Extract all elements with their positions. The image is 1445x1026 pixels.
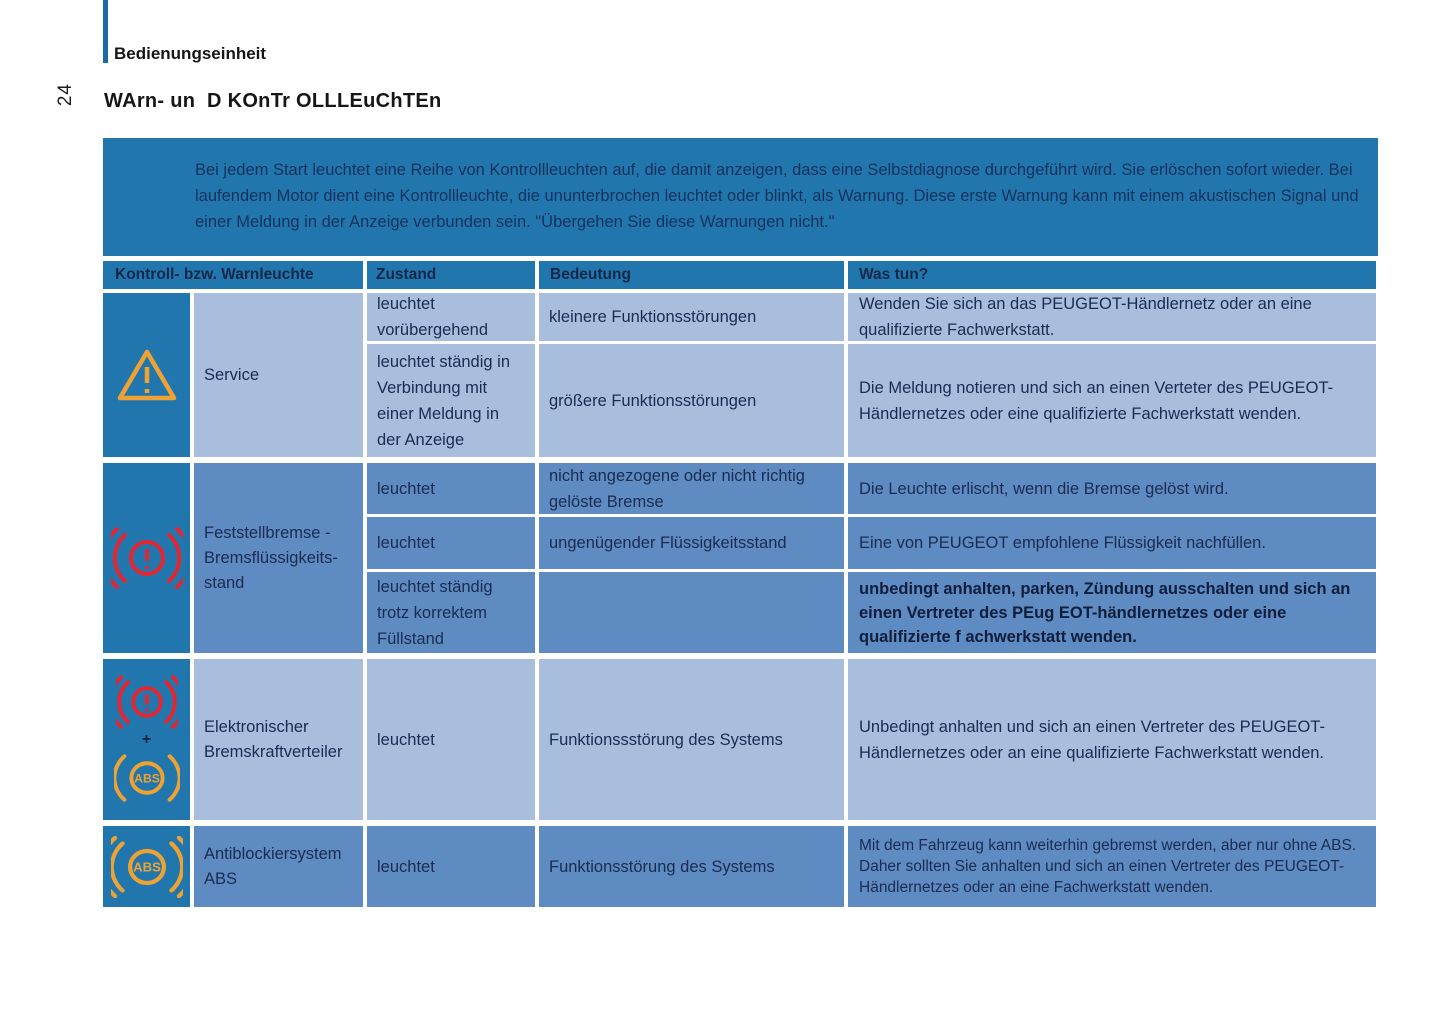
wastun-cell: Die Leuchte erlischt, wenn die Bremse gelöst wird. [848,463,1376,514]
page-title: WArn- un D KOnTr OLLLEuChTEn [104,90,442,112]
abs-icon-cell [103,826,190,907]
plus-icon: + [141,730,152,748]
page-number: 24 [55,83,76,107]
table-row-feststellbremse [103,463,1378,653]
brake-icon-cell [103,463,190,653]
header-bedeutung: Bedeutung [539,261,844,289]
brake-warning-icon [116,673,178,731]
header-wastun: Was tun? [848,261,1376,289]
section-accent-bar [103,0,108,63]
wastun-cell: Wenden Sie sich an das PEUGEOT-Händlernetz oder an eine qualifizierte Fachwerkstatt. [848,293,1376,341]
wastun-cell: Mit dem Fahrzeug kann weiterhin gebremst werden, aber nur ohne ABS. Daher sollten Sie anhalten und sich an einen Vertreter des PEUGEOT-Händlernetzes oder an eine Fachwerkstatt wenden. [848,826,1376,907]
zustand-cell: leuchtet [367,463,535,514]
abs-icon [114,749,180,807]
zustand-cell: leuchtet vorübergehend [367,293,535,341]
light-name: Service [194,293,363,457]
bedeutung-cell: größere Funktionsstörungen [539,344,844,457]
section-header: Bedienungseinheit [114,44,267,63]
zustand-cell: leuchtet [367,659,535,820]
table-subrow [367,826,1378,907]
svg-text:ABS: ABS [132,859,161,875]
bedeutung-cell: Funktionsstörung des Systems [539,826,844,907]
service-icon-cell [103,293,190,457]
warning-triangle-icon [114,345,180,405]
bedeutung-cell [539,572,844,653]
intro-panel [103,138,1378,256]
warning-lights-table [103,261,1378,913]
abs-icon [111,836,183,898]
wastun-cell: unbedingt anhalten, parken, Zündung ausschalten und sich an einen Vertreter des PEug EOT-händlernetzes oder eine qualifizierte f achwerkstatt wenden. [848,572,1376,653]
light-name: Feststellbremse - Bremsflüssigkeits- stand [194,463,363,653]
table-subrow [367,344,1378,457]
brake-warning-icon [111,525,183,591]
wastun-cell: Eine von PEUGEOT empfohlene Flüssigkeit nachfüllen. [848,517,1376,569]
table-row-abs [103,826,1378,907]
wastun-cell: Die Meldung notieren und sich an einen Verteter des PEUGEOT-Händlernetzes oder eine qualifizierte Fachwerkstatt wenden. [848,344,1376,457]
table-row-service [103,293,1378,457]
bedeutung-cell: ungenügender Flüssigkeitsstand [539,517,844,569]
table-subrow [367,517,1378,569]
wastun-cell: Unbedingt anhalten und sich an einen Vertreter des PEUGEOT-Händlernetzes oder an eine qualifizierte Fachwerkstatt wenden. [848,659,1376,820]
bedeutung-cell: nicht angezogene oder nicht richtig gelöste Bremse [539,463,844,514]
zustand-cell: leuchtet ständig trotz korrektem Füllstand [367,572,535,653]
bedeutung-cell: Funktionssstörung des Systems [539,659,844,820]
table-header-row [103,261,1378,289]
table-subrow [367,572,1378,653]
bedeutung-cell: kleinere Funktionsstörungen [539,293,844,341]
brake-plus-abs-icon-cell [103,659,190,820]
table-subrow [367,659,1378,820]
table-row-bremskraftverteiler [103,659,1378,820]
light-name: Antiblockiersystem ABS [194,826,363,907]
zustand-cell: leuchtet ständig in Verbindung mit einer Meldung in der Anzeige [367,344,535,457]
intro-text: Bei jedem Start leuchtet eine Reihe von Kontrollleuchten auf, die damit anzeigen, dass eine Selbstdiagnose durchgeführt wird. Sie erlöschen sofort wieder. Bei laufendem Motor dient eine Kontrollleuchte, die ununterbrochen leuchtet oder blinkt, als Warnung. Diese erste Warnung kann mit einem akustischen Signal und einer Meldung in der Anzeige verbunden sein. "Übergehen Sie diese Warnungen nicht." [195,161,1359,231]
header-zustand: Zustand [367,261,535,289]
table-subrow [367,463,1378,514]
svg-text:ABS: ABS [133,770,160,785]
zustand-cell: leuchtet [367,826,535,907]
zustand-cell: leuchtet [367,517,535,569]
light-name: Elektronischer Bremskraftverteiler [194,659,363,820]
table-subrow [367,293,1378,341]
header-kontrollleuchte: Kontroll- bzw. Warnleuchte [103,261,363,289]
